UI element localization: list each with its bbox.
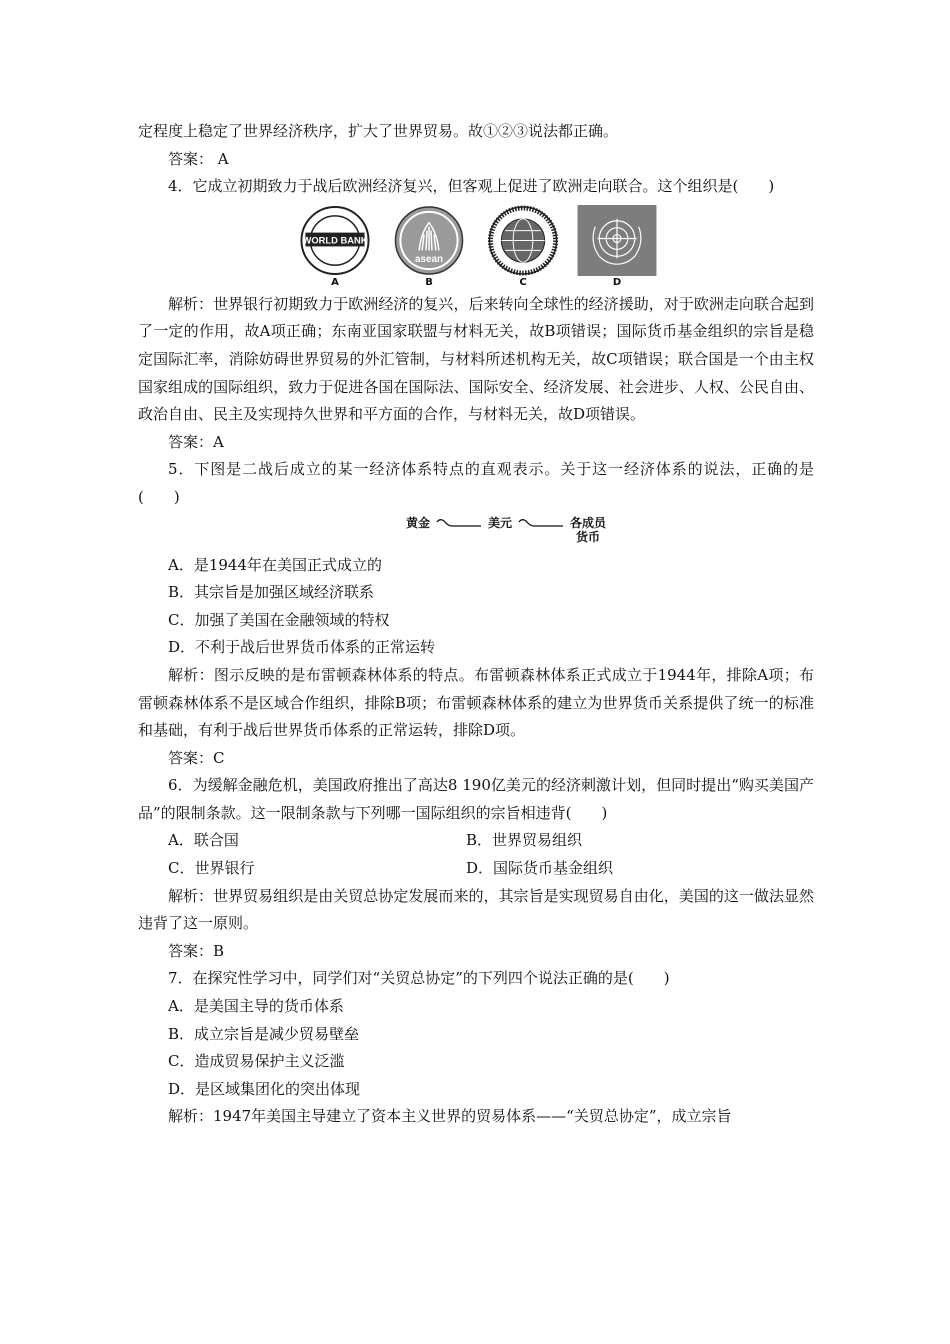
logo-label-a: A [331,276,339,288]
logo-option-c [483,205,563,289]
peg-link-icon [518,518,564,530]
option-5d: D．不利于战后世界货币体系的正常运转 [168,638,436,657]
question-4: 4．它成立初期致力于战后欧洲经济复兴，但客观上促进了欧洲走向联合。这个组织是( ) [168,177,775,196]
answer-q4: 答案：A [168,432,224,451]
answer-q6: 答案：B [168,941,225,960]
logo-option-b [389,205,469,289]
logo-options [138,205,814,289]
explanation-q5: 解析：图示反映的是布雷顿森林体系的特点。布雷顿森林体系正式成立于1944年，排除A项；布雷顿森林体系不是区域合作组织，排除B项；布雷顿森林体系的建立为世界货币关系提供了统一的标准和基础，有利于战后世界货币体系的正常运转，排除D项。 [138,665,814,740]
answer-q3: 答案： A [168,149,229,168]
peg-link-icon [436,518,482,530]
svg-text:WORLD BANK: WORLD BANK [302,235,368,246]
option-5a: A．是1944年在美国正式成立的 [168,555,383,574]
logo-label-d: D [612,276,622,288]
diagram-node-usd: 美元 [487,515,512,530]
diagram-node-gold: 黄金 [405,515,430,530]
logo-label-b: B [425,276,433,288]
explanation-q4: 解析：世界银行初期致力于欧洲经济的复兴，后来转向全球性的经济援助，对于欧洲走向联合起到了一定的作用，故A项正确；东南亚国家联盟与材料无关，故B项错误；国际货币基金组织的宗旨是稳定国际汇率，消除妨碍世界贸易的外汇管制，与材料所述机构无关，故C项错误；联合国是一个由主权国家组成的国际组织，致力于促进各国在国际法、国际安全、经济发展、社会进步、人权、公民自由、政治自由、民主及实现持久世界和平方面的合作，与材料无关，故D项错误。 [138,294,814,424]
diagram-node-members: 各成员 货币 [570,515,607,544]
currency-diagram [198,516,814,546]
option-6d: D．国际货币基金组织 [466,859,614,878]
question-5: 5．下图是二战后成立的某一经济体系特点的直观表示。关于这一经济体系的说法，正确的是( ) [138,460,814,506]
option-5b: B．其宗旨是加强区域经济联系 [168,583,375,602]
option-7a: A．是美国主导的货币体系 [168,997,344,1016]
question-7: 7．在探究性学习中，同学们对“关贸总协定”的下列四个说法正确的是( ) [168,969,670,988]
explanation-q6: 解析：世界贸易组织是由关贸总协定发展而来的，其宗旨是实现贸易自由化，美国的这一做法显然违背了这一原则。 [138,886,814,933]
answer-q5: 答案：C [168,748,225,767]
un-logo-icon [577,205,657,276]
option-6b: B．世界贸易组织 [466,831,583,850]
logo-option-d [577,205,657,289]
option-7b: B．成立宗旨是减少贸易壁垒 [168,1024,360,1043]
paragraph-q3-tail: 定程度上稳定了世界经济秩序，扩大了世界贸易。故①②③说法都正确。 [138,122,619,140]
svg-text:asean: asean [415,253,443,265]
explanation-q7: 解析：1947年美国主导建立了资本主义世界的贸易体系——“关贸总协定”，成立宗旨 [168,1107,732,1126]
question-6: 6．为缓解金融危机，美国政府推出了高达8 190亿美元的经济刺激计划，但同时提出“购买美国产品”的限制条款。这一限制条款与下列哪一国际组织的宗旨相违背( ) [138,776,814,822]
asean-logo-icon [393,205,465,276]
option-6a: A．联合国 [168,831,239,850]
document-page [138,118,814,1131]
option-7c: C．造成贸易保护主义泛滥 [168,1052,345,1071]
options-6-row2 [138,855,814,883]
options-6-row1 [138,827,814,855]
option-5c: C．加强了美国在金融领域的特权 [168,610,390,629]
imf-logo-icon [487,205,559,276]
world-bank-logo-icon [299,205,371,276]
logo-label-c: C [519,276,527,288]
option-6c: C．世界银行 [168,859,255,878]
logo-option-a [295,205,375,289]
option-7d: D．是区域集团化的突出体现 [168,1079,361,1098]
